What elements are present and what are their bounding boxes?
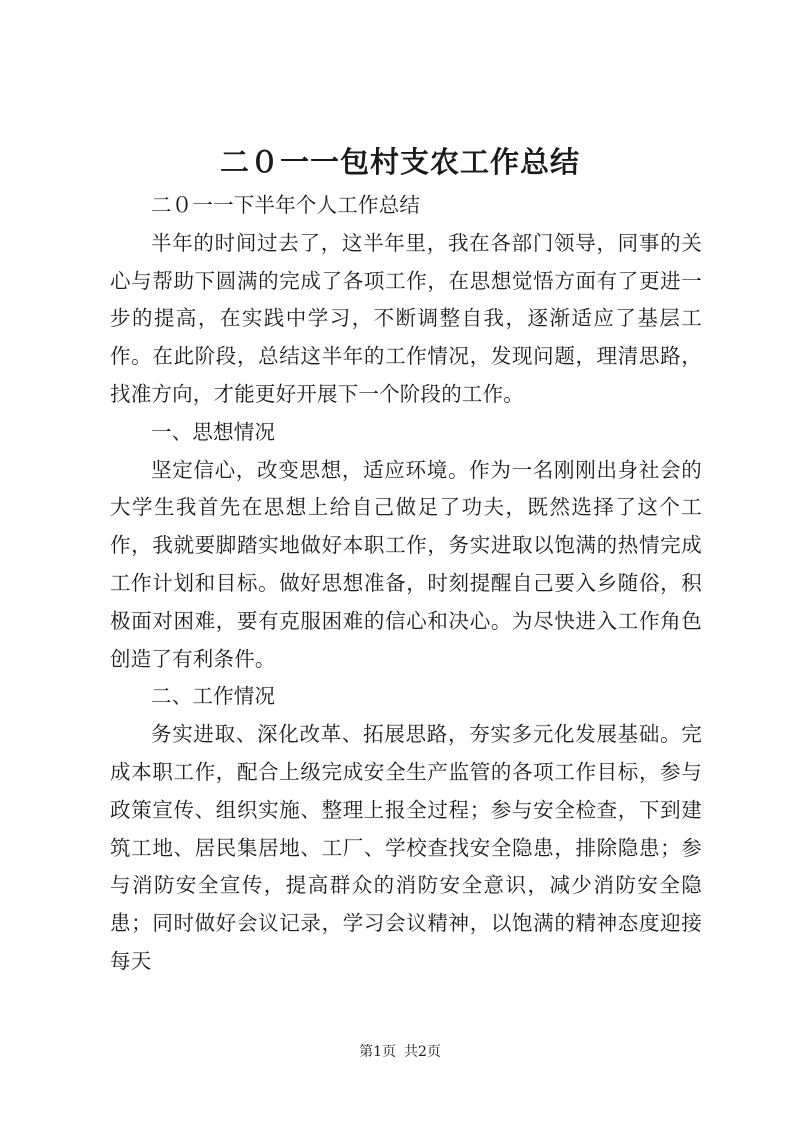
page-total: 共2页 <box>404 1044 441 1060</box>
section-heading-thought: 一、思想情况 <box>151 419 276 444</box>
intro-paragraph: 半年的时间过去了，这半年里，我在各部门领导，同事的关心与帮助下圆满的完成了各项工作，在思想觉悟方面有了更进一步的提高，在实践中学习，不断调整自我，逐渐适应了基层工作。在此阶段，总结这半年的工作情况，发现问题，理清思路，找准方向，才能更好开展下一个阶段的工作。 <box>110 230 702 406</box>
section-heading-work: 二、工作情况 <box>151 684 276 709</box>
work-paragraph: 务实进取、深化改革、拓展思路，夯实多元化发展基础。完成本职工作，配合上级完成安全生产监管的各项工作目标，参与政策宣传、组织实施、整理上报全过程；参与安全检查，下到建筑工地、居民集居地、工厂、学校查找安全隐患，排除隐患；参与消防安全宣传，提高群众的消防安全意识，减少消防安全隐患；同时做好会议记录，学习会议精神，以饱满的精神态度迎接每天 <box>110 722 702 973</box>
page-footer <box>0 1042 800 1062</box>
document-body <box>110 187 702 981</box>
document-title: 二０一一包村支农工作总结 <box>219 145 580 179</box>
page-number: 第1页 <box>359 1044 396 1060</box>
thought-paragraph: 坚定信心，改变思想，适应环境。作为一名刚刚出身社会的大学生我首先在思想上给自己做足了功夫，既然选择了这个工作，我就要脚踏实地做好本职工作，务实进取以饱满的热情完成工作计划和目标。做好思想准备，时刻提醒自己要入乡随俗，积极面对困难，要有克服困难的信心和决心。为尽快进入工作角色创造了有利条件。 <box>110 457 702 671</box>
subtitle-paragraph: 二０一一下半年个人工作总结 <box>151 193 421 217</box>
